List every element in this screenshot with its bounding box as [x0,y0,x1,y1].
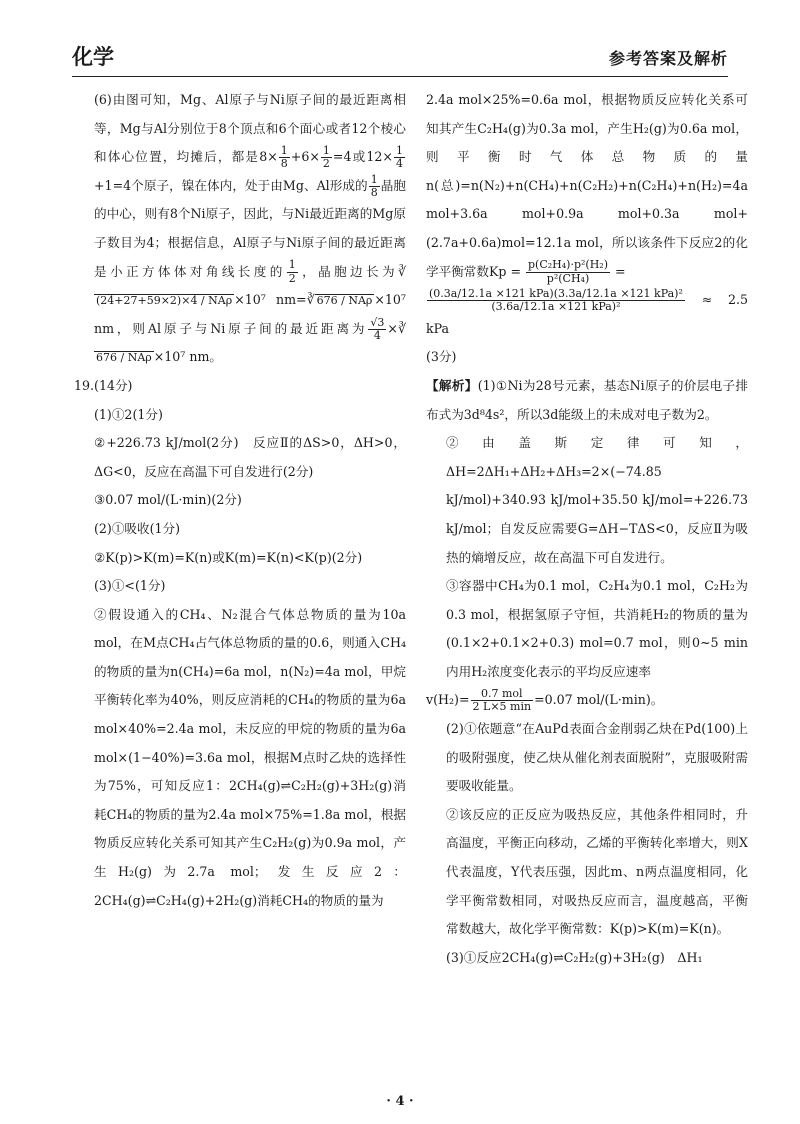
answer-3-1: (3)①<(1分) [94,578,166,594]
denominator: p²(CH₄) [546,271,590,285]
paragraph [426,86,748,286]
answer-1-1: (1)①2(1分) [94,406,163,422]
paragraph-6: (6)由图可知，Mg、Al原子与Ni原子间的最近距离相等，Mg与Al分别位于8个顶点和6个面心或者12个棱心和体心位置，均摊后，都是8× $\frac{1}{8}$ +6× $\frac{1}{2}$ =4或12× $\frac{1}{4}$ +1=4个原子，镍在体内，处于由Mg、Al形成的 $\frac{1}{8}$ 晶胞的中心，则有8个Ni原子，因此，与Ni最近距离的Mg原子数目为4；根据信息，Al原子与Ni原子间的最近距离是小正方体体对角线长度的 $\frac{1}{2}$ ，晶胞边长为∛(24+27+59×2)×4 / NAρ ×10⁷ nm=∛ 676 / NAρ ×10⁷ nm，则Al原子与Ni原子间的最近距离为 $\frac{√3}{4}$ ×∛676 / NAρ ×10⁷ nm。 [94,92,407,365]
denominator: 8 [280,157,288,171]
fraction [287,259,298,284]
numerator: 1 [280,144,288,158]
denominator: 2 [288,271,296,285]
text: (1)①Ni为28号元素，基态Ni原子的价层电子排布式为3d⁸4s²，所以3d能级上的未成对电子数为2。 [426,377,749,422]
text: =4或12× [332,149,393,165]
numerator: 1 [322,144,330,158]
analysis-3 [426,572,748,686]
numerator: 1 [370,172,378,186]
text: (6)由图可知，Mg、Al原子与Ni原子间的最近距离相等，Mg与Al分别位于8个顶点和6个面心或者12个棱心和体心位置，均摊后，都是8× [94,92,406,165]
left-column [74,86,406,915]
denominator: 2 L×5 min [472,700,532,714]
fraction [368,317,386,342]
section-title: 参考答案及解析 [608,49,728,68]
text: ，晶胞边长为 [298,263,398,279]
analysis-4: (2)①依题意“在AuPd表面合金削弱乙炔在Pd(100)上的吸附强度，使乙炔从催化剂表面脱附”，克服吸附需要吸收能量。 [446,721,748,794]
text: v(H₂)= [426,692,470,708]
analysis-tag: 【解析】 [426,377,478,393]
page-number: · 4 · [386,1094,414,1109]
kp-result: ≈ 2.5 kPa [426,292,748,336]
answer-1-3: ③0.07 mol/(L·min)(2分) [94,492,242,508]
answer-1-2: ②+226.73 kJ/mol(2分) 反应Ⅱ的ΔS>0，ΔH>0，ΔG<0，反应在高温下可自发进行(2分) [94,435,406,479]
fraction [369,174,380,199]
radical: 676 / NAρ [316,294,373,308]
subject-title: 化学 [72,44,114,69]
answer-2-1: (2)①吸收(1分) [94,520,181,536]
numerator: 0.7 mol [471,688,534,701]
numerator: 1 [288,258,296,272]
text: =0.07 mol/(L·min)。 [534,692,664,708]
analysis-1 [426,372,748,429]
text: ③容器中CH₄为0.1 mol，C₂H₄为0.1 mol，C₂H₂为0.3 mol，根据氢原子守恒，共消耗H₂的物质的量为(0.1×2+0.1×2+0.3) mol=0.7 mol，则0~5 min内用H₂浓度变化表示的平均反应速率 [446,578,748,679]
radical: 676 / NAρ [96,351,152,365]
radical: (24+27+59×2)×4 / NAρ [96,294,233,308]
numerator: 1 [395,144,403,158]
text: ×10⁷ nm，则Al原子与Ni原子间的最近距离为 [94,292,406,336]
question-19: 19.(14分) [74,377,133,393]
denominator: 4 [395,157,403,171]
text: 晶胞的中心，则有8个Ni原子，因此，与Ni最近距离的Mg原子数目为4；根据信息，Al原子与Ni原子间的最近距离是小正方体体对角线长度的 [94,177,406,279]
answer-2-2: ②K(p)>K(m)=K(n)或K(m)=K(n)<K(p)(2分) [94,549,363,565]
kp-big-fraction [427,288,685,313]
numerator: √3 [370,315,385,329]
fraction [279,145,290,170]
rate-formula [426,686,748,715]
fraction [321,145,332,170]
kp-calculation [426,286,748,343]
text: +6× [290,149,320,165]
answer-3-2: ②假设通入的CH₄、N₂混合气体总物质的量为10a mol，在M点CH₄占气体总物质的量的0.6，则通入CH₄的物质的量为n(CH₄)=6a mol，n(N₂)=4a mol，甲烷平衡转化率为40%，则反应消耗的CH₄的物质的量为6a mol×40%=2.4a mol，未反应的甲烷的物质的量为6a mol×(1−40%)=3.6a mol，根据M点时乙炔的选择性为75%，可知反应1：2CH₄(g)⇌C₂H₂(g)+3H₂(g)消耗CH₄的物质的量为2.4a mol×75%=1.8a mol，根据物质反应转化关系可知其产生C₂H₂(g)为0.9a mol，产生H₂(g)为2.7a mol；发生反应2：2CH₄(g)⇌C₂H₄(g)+2H₂(g)消耗CH₄的物质的量为 [94,606,406,908]
fraction [394,145,405,170]
kp-fraction [526,259,610,284]
denominator: (3.6a/12.1a ×121 kPa)² [491,300,621,314]
analysis-5: ②该反应的正反应为吸热反应，其他条件相同时，升高温度，平衡正向移动，乙烯的平衡转化率增大，则X代表温度，Y代表压强，因此m、n两点温度相同，化学平衡常数相同，对吸热反应而言，温度越高，平衡常数越大，故化学平衡常数：K(p)>K(m)=K(n)。 [446,806,748,937]
text: ×10⁷ nm= [234,292,307,308]
text: = [615,263,626,279]
numerator: p(C₂H₄)·p²(H₂) [528,258,609,272]
denominator: 2 [322,157,330,171]
analysis-2: ②由盖斯定律可知，ΔH=2ΔH₁+ΔH₂+ΔH₃=2×(−74.85 kJ/mol)+340.93 kJ/mol+35.50 kJ/mol=+226.73 kJ/mol；自发反应需要G=ΔH−TΔS<0，反应Ⅱ为吸热的熵增反应，故在高温下可自发进行。 [446,435,748,565]
right-column [426,86,748,972]
denominator: 8 [370,185,378,199]
text: 2.4a mol×25%=0.6a mol，根据物质反应转化关系可知其产生C₂H₄(g)为0.3a mol，产生H₂(g)为0.6a mol，则平衡时气体总物质的量n(总)=n(N₂)+n(CH₄)+n(C₂H₂)+n(C₂H₄)+n(H₂)=4a mol+3.6a mol+0.9a mol+0.3a mol+(2.7a+0.6a)mol=12.1a mol，所以该条件下反应2的化学平衡常数Kp = [426,92,748,279]
analysis-6: (3)①反应2CH₄(g)⇌C₂H₂(g)+3H₂(g) ΔH₁ [446,949,703,965]
rate-fraction [471,688,534,713]
denominator: 4 [373,328,381,342]
numerator: (0.3a/12.1a ×121 kPa)(3.3a/12.1a ×121 kPa)² [429,287,683,301]
text: ×10⁷ nm。 [153,349,223,365]
score-3: (3分) [426,349,457,365]
text: +1=4个原子，镍在体内，处于由Mg、Al形成的 [94,177,368,193]
page-header [72,40,728,77]
